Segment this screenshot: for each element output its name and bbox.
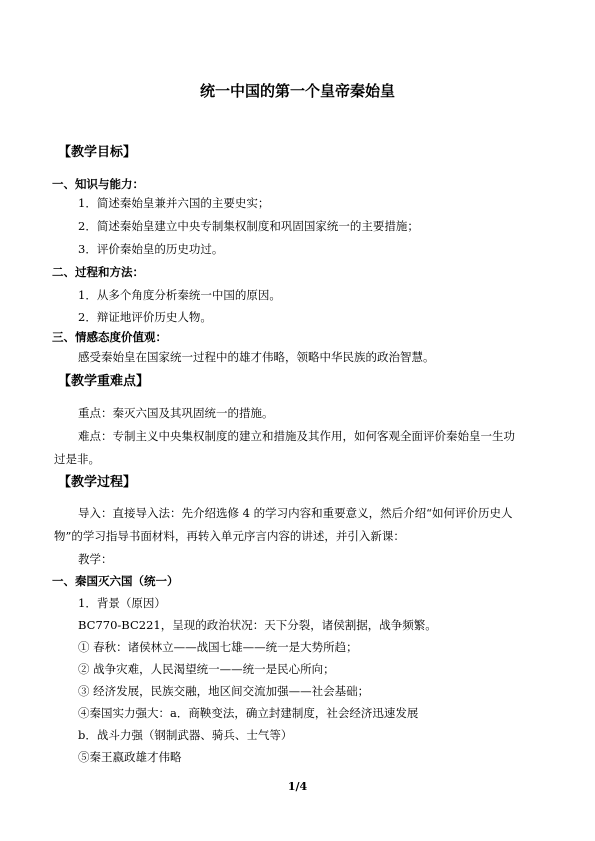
process-line: BC770-BC221，呈现的政治状况：天下分裂，诸侯割据，战争频繁。 <box>78 618 437 632</box>
process-line: ① 春秋：诸侯林立——战国七雄——统一是大势所趋； <box>78 640 358 654</box>
goal-values-text: 感受秦始皇在国家统一过程中的雄才伟略，领略中华民族的政治智慧。 <box>78 350 435 364</box>
key-point: 重点：秦灭六国及其巩固统一的措施。 <box>78 406 274 420</box>
intro-line2: 物”的学习指导书面材料，再转入单元序言内容的讲述，并引入新课： <box>54 529 405 543</box>
part-heading-unification: 一、秦国灭六国（统一） <box>52 574 179 588</box>
teach-label: 教学： <box>78 552 113 566</box>
process-line: ④秦国实力强大：a．商鞅变法，确立封建制度，社会经济迅速发展 <box>78 706 419 720</box>
document-title: 统一中国的第一个皇帝秦始皇 <box>199 82 395 100</box>
goal-item: 3．评价秦始皇的历史功过。 <box>78 242 224 256</box>
section-heading-keypoints: 【教学重难点】 <box>58 374 150 389</box>
intro-line1: 导入：直接导入法：先介绍选修 4 的学习内容和重要意义，然后介绍“如何评价历史人 <box>78 506 513 520</box>
goal-heading-knowledge: 一、知识与能力： <box>52 177 144 191</box>
process-line: ② 战争灾难，人民渴望统一——统一是民心所向； <box>78 662 335 676</box>
difficult-point-line1: 难点：专制主义中央集权制度的建立和措施及其作用，如何客观全面评价秦始皇一生功 <box>78 429 515 443</box>
process-line: 1．背景（原因） <box>78 596 166 610</box>
process-line: b．战斗力强（钢制武器、骑兵、士气等） <box>78 728 293 742</box>
goal-item: 1．从多个角度分析秦统一中国的原因。 <box>78 288 281 302</box>
goal-heading-values: 三、情感态度价值观： <box>52 330 167 344</box>
goal-item: 2．辩证地评价历史人物。 <box>78 310 212 324</box>
process-line: ③ 经济发展，民族交融，地区间交流加强——社会基础； <box>78 684 370 698</box>
goal-heading-process: 二、过程和方法： <box>52 265 144 279</box>
section-heading-goals: 【教学目标】 <box>58 145 137 160</box>
process-line: ⑤秦王嬴政雄才伟略 <box>78 750 182 764</box>
goal-item: 2．简述秦始皇建立中央专制集权制度和巩固国家统一的主要措施； <box>78 219 419 233</box>
difficult-point-line2: 过是非。 <box>54 452 100 466</box>
goal-item: 1．简述秦始皇兼并六国的主要史实； <box>78 196 270 210</box>
page-number: 1/4 <box>287 780 308 793</box>
section-heading-process: 【教学过程】 <box>58 475 137 490</box>
